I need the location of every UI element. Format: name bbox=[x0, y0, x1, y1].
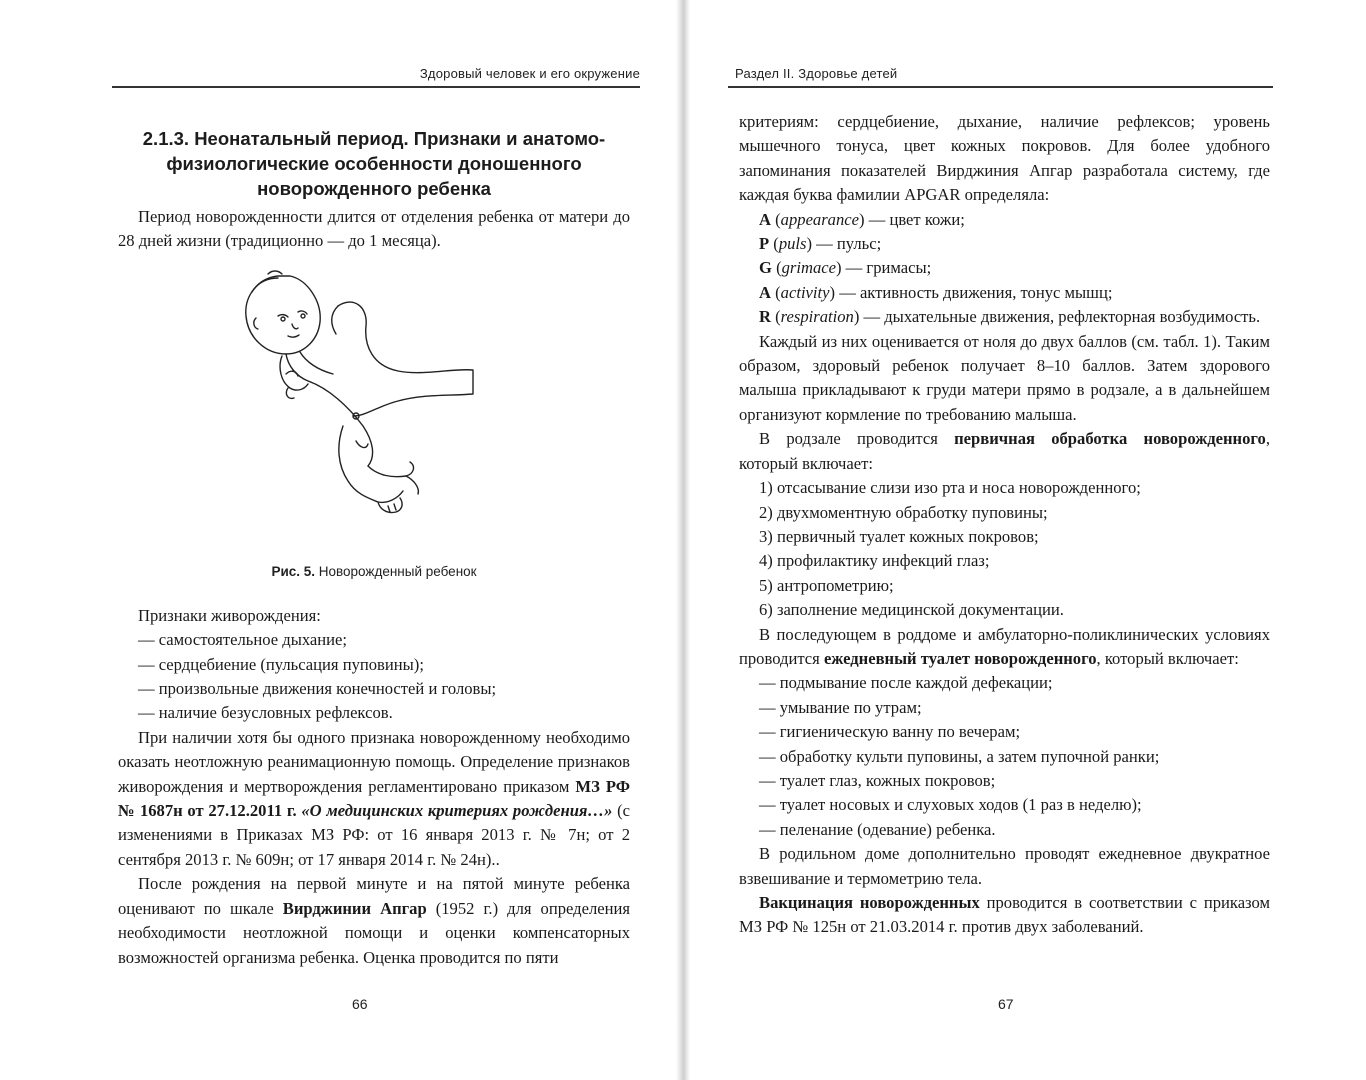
apgar-item-r: R (respiration) — дыхательные движения, рефлекторная возбудимость. bbox=[759, 307, 1261, 327]
left-page-number: 66 bbox=[352, 996, 368, 1012]
right-page-content bbox=[739, 110, 1270, 940]
primary-care-term: первичная обработка новорожденного bbox=[954, 429, 1266, 449]
list-item: — наличие безусловных рефлексов. bbox=[138, 703, 393, 723]
list-item: — пеленание (одевание) ребенка. bbox=[759, 819, 996, 839]
apgar-item-p: P (puls) — пульс; bbox=[759, 234, 882, 254]
list-item: — гигиеническую ванну по вечерам; bbox=[759, 722, 1021, 742]
section-heading: 2.1.3. Неонатальный период. Признаки и анатомо-физиологические особенности доношенного новорожденного ребенка bbox=[142, 128, 606, 199]
newborn-illustration bbox=[238, 266, 478, 526]
apgar-desc: — дыхательные движения, рефлекторная возбудимость. bbox=[859, 307, 1261, 327]
right-header-rule bbox=[728, 86, 1273, 88]
list-item: 4) профилактику инфекций глаз; bbox=[759, 551, 990, 571]
vaccination-term: Вакцинация новорожденных bbox=[759, 893, 980, 912]
list-item: 1) отсасывание слизи изо рта и носа новорожденного; bbox=[759, 478, 1141, 498]
list-item: — самостоятельное дыхание; bbox=[138, 630, 348, 650]
text-run: (1952 г.) для определения необходимости неотложной помощи и оценки компенсаторных возможностей организма ребенка. Оценка проводится по пяти bbox=[118, 898, 630, 967]
text-run: , который включает: bbox=[1096, 648, 1239, 668]
left-running-header: Здоровый человек и его окружение bbox=[419, 66, 640, 81]
right-page-number: 67 bbox=[998, 996, 1014, 1012]
signs-list bbox=[118, 628, 630, 726]
list-item: 3) первичный туалет кожных покровов; bbox=[759, 526, 1039, 546]
apgar-desc: — активность движения, тонус мышц; bbox=[835, 282, 1113, 302]
text-run: (с изменениями в Приказах МЗ РФ: от 16 января 2013 г. № 7н; от 2 сентября 2013 г. № 609н; от 17 января 2014 г. № 24н).. bbox=[118, 801, 630, 869]
list-item: — туалет носовых и слуховых ходов (1 раз в неделю); bbox=[759, 795, 1142, 815]
figure-caption-text: Новорожденный ребенок bbox=[315, 563, 477, 579]
apgar-name: Вирджинии Апгар bbox=[282, 898, 427, 918]
apgar-term: appearance bbox=[780, 209, 860, 229]
list-item: — подмывание после каждой дефекации; bbox=[759, 673, 1053, 693]
text-run: В последующем в роддоме и амбулаторно-поликлинических условиях проводится bbox=[739, 624, 1270, 668]
apgar-letter: A bbox=[759, 209, 771, 229]
list-item: — произвольные движения конечностей и головы; bbox=[138, 679, 497, 699]
reanimation-paragraph bbox=[118, 726, 630, 872]
daily-care-term: ежедневный туалет новорожденного bbox=[823, 648, 1097, 668]
apgar-term: puls bbox=[778, 234, 807, 254]
left-header-rule bbox=[112, 86, 640, 88]
text-run: В родзале проводится bbox=[759, 429, 955, 449]
text-run: При наличии хотя бы одного признака новорожденному необходимо оказать неотложную реанимационную помощь. Определение признаков живорождения и мертворождения регламентировано приказом bbox=[118, 727, 630, 796]
apgar-list bbox=[739, 208, 1270, 330]
apgar-intro-paragraph bbox=[118, 872, 630, 970]
text-run: После рождения на первой минуте и на пятой минуте ребенка оценивают по шкале bbox=[118, 874, 630, 918]
list-item: 2) двухмоментную обработку пуповины; bbox=[759, 502, 1048, 522]
primary-care-list bbox=[739, 476, 1270, 622]
apgar-term: respiration bbox=[780, 307, 854, 327]
list-item: 6) заполнение медицинской документации. bbox=[759, 600, 1064, 620]
list-item: — сердцебиение (пульсация пуповины); bbox=[138, 654, 424, 674]
figure-caption bbox=[118, 562, 630, 582]
right-page bbox=[683, 0, 1366, 1080]
apgar-desc: — гримасы; bbox=[841, 258, 932, 278]
apgar-term: activity bbox=[780, 282, 830, 302]
signs-title: Признаки живорождения: bbox=[138, 605, 321, 625]
apgar-desc: — цвет кожи; bbox=[864, 209, 965, 229]
primary-care-paragraph bbox=[739, 427, 1270, 476]
score-paragraph: Каждый из них оценивается от ноля до двух баллов (см. табл. 1). Таким образом, здоровый ребенок получает 8–10 баллов. Затем здорового малыша прикладывают к груди матери прямо в родзале, а в дальнейшем организуют кормление по требованию малыша. bbox=[739, 331, 1270, 424]
daily-care-list bbox=[739, 671, 1270, 842]
apgar-term: grimace bbox=[781, 258, 836, 278]
text-run: проводится в соответствии с приказом МЗ РФ № 125н от 21.03.2014 г. против двух заболеваний. bbox=[739, 893, 1270, 937]
newborn-figure bbox=[118, 260, 630, 560]
text-run: , который включает: bbox=[739, 429, 1270, 473]
list-item: — умывание по утрам; bbox=[759, 697, 922, 717]
apgar-letter: R bbox=[759, 307, 771, 327]
figure-caption-label: Рис. 5. bbox=[271, 563, 316, 579]
apgar-item-g: G (grimace) — гримасы; bbox=[759, 258, 932, 278]
apgar-desc: — пульс; bbox=[812, 234, 882, 254]
list-item: 5) антропометрию; bbox=[759, 575, 894, 595]
order-title: «О медицинских критериях рождения…» bbox=[301, 801, 613, 821]
apgar-letter: A bbox=[759, 282, 771, 302]
apgar-letter: G bbox=[759, 258, 772, 278]
left-page-content bbox=[118, 112, 630, 970]
weighing-paragraph: В родильном доме дополнительно проводят ежедневное двукратное взвешивание и термометрию тела. bbox=[739, 844, 1270, 888]
vaccination-paragraph bbox=[739, 891, 1270, 940]
daily-care-paragraph bbox=[739, 623, 1270, 672]
list-item: — обработку культи пуповины, а затем пупочной ранки; bbox=[759, 746, 1160, 766]
intro-paragraph: Период новорожденности длится от отделения ребенка от матери до 28 дней жизни (традиционно — до 1 месяца). bbox=[118, 207, 630, 251]
order-number: МЗ РФ № 1687н от 27.12.2011 г. bbox=[118, 776, 630, 821]
apgar-letter: P bbox=[759, 234, 770, 254]
apgar-item-a2: A (activity) — активность движения, тонус мышц; bbox=[759, 282, 1113, 302]
apgar-item-a: A (appearance) — цвет кожи; bbox=[759, 209, 965, 229]
right-running-header: Раздел II. Здоровье детей bbox=[735, 66, 898, 81]
list-item: — туалет глаз, кожных покровов; bbox=[759, 770, 996, 790]
criteria-paragraph: критериям: сердцебиение, дыхание, наличие рефлексов; уровень мышечного тонуса, цвет кожных покровов. Для более удобного запоминания показателей Вирджиния Апгар разработала систему, где каждая буква фамилии APGAR определяла: bbox=[739, 112, 1270, 205]
